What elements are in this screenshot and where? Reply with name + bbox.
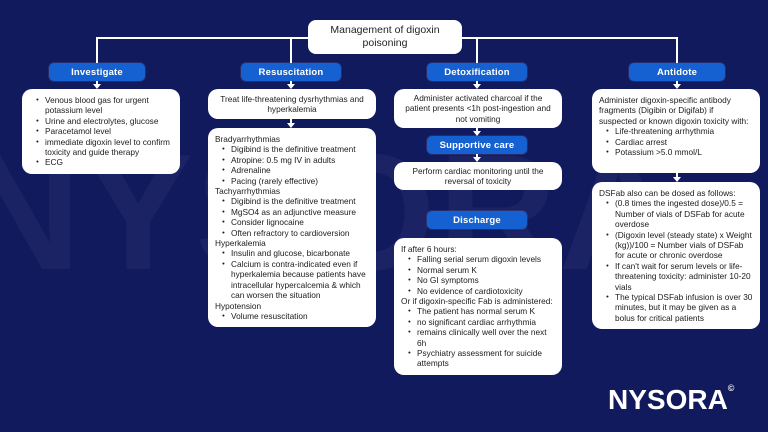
- list-item: [401, 254, 555, 264]
- header-button-resuscitation: [241, 63, 341, 81]
- list-item: [215, 228, 369, 238]
- dsfab-dosing-box: [592, 182, 760, 329]
- bullet-dot: •: [222, 310, 225, 320]
- list-item: [215, 311, 369, 321]
- list-item: [215, 196, 369, 206]
- list-item-text: No GI symptoms: [417, 275, 479, 286]
- connector-stub-resuscitation: [290, 37, 292, 64]
- arrow-antidote-to-dosing: [672, 173, 682, 182]
- list-item-text: MgSO4 as an adjunctive measure: [231, 206, 356, 217]
- list-item-text: No evidence of cardiotoxicity: [417, 285, 523, 296]
- list-item: [29, 126, 173, 136]
- resuscitation-intro-text: Treat life-threatening dysrhythmias and hyperkalemia: [220, 93, 364, 114]
- list-item-text: immediate digoxin level to confirm toxicity and guide therapy: [45, 136, 170, 158]
- arrow-resuscitation-to-box: [286, 80, 296, 89]
- arrow-resuscitation-intro-to-list: [286, 119, 296, 128]
- list-item: [29, 157, 173, 167]
- bullet-dot: •: [222, 196, 225, 206]
- bullet-dot: •: [222, 217, 225, 227]
- bullet-dot: •: [606, 229, 609, 239]
- bullet-dot: •: [222, 248, 225, 258]
- list-item: [401, 317, 555, 327]
- list-item: [401, 327, 555, 348]
- detoxification-intro-box: [394, 89, 562, 128]
- list-item-text: ECG: [45, 157, 63, 168]
- list-item: [599, 230, 753, 261]
- bullet-dot: •: [606, 260, 609, 270]
- list-item-text: If after 6 hours:: [401, 244, 457, 254]
- list-item-text: The patient has normal serum K: [417, 306, 536, 317]
- bullet-dot: •: [222, 144, 225, 154]
- bullet-dot: •: [408, 327, 411, 337]
- header-label-resuscitation: Resuscitation: [258, 66, 324, 78]
- nysora-logo: [608, 384, 734, 414]
- bullet-dot: •: [606, 126, 609, 136]
- bullet-dot: •: [36, 115, 39, 125]
- page-title-text: Management of digoxin poisoning: [330, 24, 440, 49]
- list-item: [599, 126, 753, 136]
- list-item-text: Tachyarrhythmias: [215, 186, 281, 197]
- list-item-text: Bradyarrhythmias: [215, 134, 281, 144]
- list-item: [215, 248, 369, 258]
- list-item-text: Pacing (rarely effective): [231, 175, 318, 186]
- antidote-indications-box: [592, 89, 760, 173]
- list-item-text: Life-threatening arrhythmia: [615, 126, 715, 137]
- list-item: [401, 286, 555, 296]
- list-item-text: Often refractory to cardioversion: [231, 227, 350, 238]
- list-item-text: Urine and electrolytes, glucose: [45, 115, 159, 126]
- cardiac-monitoring-box: [394, 162, 562, 190]
- list-item: [215, 134, 369, 144]
- list-item: [599, 261, 753, 292]
- list-item: [29, 116, 173, 126]
- list-item: [215, 238, 369, 248]
- investigate-list-box: [22, 89, 180, 174]
- bullet-dot: •: [222, 227, 225, 237]
- bullet-dot: •: [222, 165, 225, 175]
- discharge-criteria-box: [394, 238, 562, 375]
- list-item: [215, 186, 369, 196]
- discharge-label: Discharge: [453, 214, 501, 226]
- list-item-text: (Digoxin level (steady state) x Weight (kg))/100 = Number vials of DSFab for acute or chronic overdose: [615, 229, 752, 261]
- list-item-text: Or if digoxin-specific Fab is administered:: [401, 296, 553, 307]
- list-item: [215, 144, 369, 154]
- bullet-dot: •: [408, 285, 411, 295]
- bullet-dot: •: [36, 126, 39, 136]
- connector-stub-detoxification: [476, 37, 478, 64]
- list-item-text: Atropine: 0.5 mg IV in adults: [231, 154, 336, 165]
- bullet-dot: •: [606, 136, 609, 146]
- bullet-dot: •: [36, 95, 39, 104]
- list-item: [599, 137, 753, 147]
- list-item-text: Normal serum K: [417, 264, 477, 275]
- list-item-text: The typical DSFab infusion is over 30 minutes, but it may be given as a bolus for critical patients: [615, 292, 753, 323]
- list-item: [215, 165, 369, 175]
- list-item: [29, 95, 173, 116]
- bullet-dot: •: [606, 292, 609, 302]
- list-item-text: Insulin and glucose, bicarbonate: [231, 248, 351, 259]
- list-item-text: Calcium is contra-indicated even if hyperkalemia because patients have intracellular hypercalcemia & which can worsen the situation: [231, 258, 366, 301]
- bullet-dot: •: [222, 175, 225, 185]
- list-item-text: DSFab also can be dosed as follows:: [599, 188, 736, 198]
- bullet-dot: •: [36, 157, 39, 167]
- copyright-icon: ©: [727, 383, 735, 393]
- list-item-text: Cardiac arrest: [615, 136, 668, 147]
- list-item: [599, 188, 753, 198]
- arrow-antidote-to-box: [672, 80, 682, 89]
- list-item: [215, 207, 369, 217]
- nysora-logo-text: NYSORA: [608, 384, 728, 415]
- list-item-text: Potassium >5.0 mmol/L: [615, 147, 702, 158]
- list-item: [215, 259, 369, 301]
- list-item: [401, 275, 555, 285]
- list-item-text: remains clinically well over the next 6h: [417, 327, 547, 348]
- connector-stub-antidote: [676, 37, 678, 64]
- list-item-text: Hyperkalemia: [215, 238, 266, 249]
- arrow-charcoal-to-supportive: [472, 128, 482, 136]
- list-item: [215, 301, 369, 311]
- header-label-detoxification: Detoxification: [444, 66, 510, 78]
- discharge-button: [427, 211, 527, 229]
- list-item: [215, 217, 369, 227]
- arrow-investigate-to-box: [92, 80, 102, 89]
- header-button-antidote: [629, 63, 725, 81]
- list-item: [29, 137, 173, 158]
- bullet-dot: •: [222, 206, 225, 216]
- list-item-text: Volume resuscitation: [231, 310, 308, 321]
- header-label-investigate: Investigate: [71, 66, 123, 78]
- arrow-supportive-to-monitoring: [472, 154, 482, 162]
- list-item-text: Adrenaline: [231, 165, 271, 176]
- bullet-dot: •: [408, 316, 411, 326]
- list-item-text: Hypotension: [215, 300, 262, 311]
- header-button-investigate: [49, 63, 145, 81]
- list-item-text: Paracetamol level: [45, 126, 111, 137]
- bullet-dot: •: [36, 136, 39, 146]
- bullet-dot: •: [606, 147, 609, 157]
- list-item-text: Venous blood gas for urgent potassium level: [45, 95, 149, 116]
- list-item-text: Digibind is the definitive treatment: [231, 196, 356, 207]
- supportive-care-label: Supportive care: [439, 139, 515, 151]
- supportive-care-button: [427, 136, 527, 154]
- arrow-detoxification-to-box: [472, 80, 482, 89]
- header-label-antidote: Antidote: [656, 66, 698, 78]
- list-item: [401, 296, 555, 306]
- bullet-dot: •: [408, 254, 411, 264]
- page-title: [308, 20, 462, 54]
- list-item-text: Administer digoxin-specific antibody fragments (Digibin or Digifab) if suspected or known digoxin toxicity with:: [599, 95, 749, 126]
- detoxification-intro-text: Administer activated charcoal if the patient presents <1h post-ingestion and not vomiting: [405, 92, 551, 124]
- list-item-text: no significant cardiac arrhythmia: [417, 316, 536, 327]
- list-item: [401, 348, 555, 369]
- list-item: [599, 95, 753, 126]
- list-item: [401, 244, 555, 254]
- bullet-dot: •: [222, 258, 225, 268]
- cardiac-monitoring-text: Perform cardiac monitoring until the reversal of toxicity: [412, 165, 544, 186]
- header-button-detoxification: [427, 63, 527, 81]
- list-item-text: If can't wait for serum levels or life-threatening toxicity: administer 10-20 vials: [615, 260, 751, 292]
- list-item: [215, 176, 369, 186]
- connector-stub-investigate: [96, 37, 98, 64]
- bullet-dot: •: [408, 306, 411, 316]
- list-item-text: (0.8 times the ingested dose)/0.5 = Number of vials of DSFab for acute overdose: [615, 198, 745, 230]
- list-item: [401, 265, 555, 275]
- bullet-dot: •: [222, 154, 225, 164]
- list-item: [401, 306, 555, 316]
- list-item: [599, 147, 753, 157]
- list-item: [599, 198, 753, 229]
- list-item-text: Falling serial serum digoxin levels: [417, 254, 542, 265]
- bullet-dot: •: [408, 348, 411, 358]
- bullet-dot: •: [408, 264, 411, 274]
- list-item-text: Digibind is the definitive treatment: [231, 144, 356, 155]
- resuscitation-list-box: [208, 128, 376, 327]
- resuscitation-intro-box: [208, 89, 376, 119]
- list-item: [215, 155, 369, 165]
- list-item: [599, 292, 753, 323]
- bullet-dot: •: [408, 275, 411, 285]
- bullet-dot: •: [606, 198, 609, 208]
- list-item-text: Psychiatry assessment for suicide attempts: [417, 348, 542, 369]
- list-item-text: Consider lignocaine: [231, 217, 304, 228]
